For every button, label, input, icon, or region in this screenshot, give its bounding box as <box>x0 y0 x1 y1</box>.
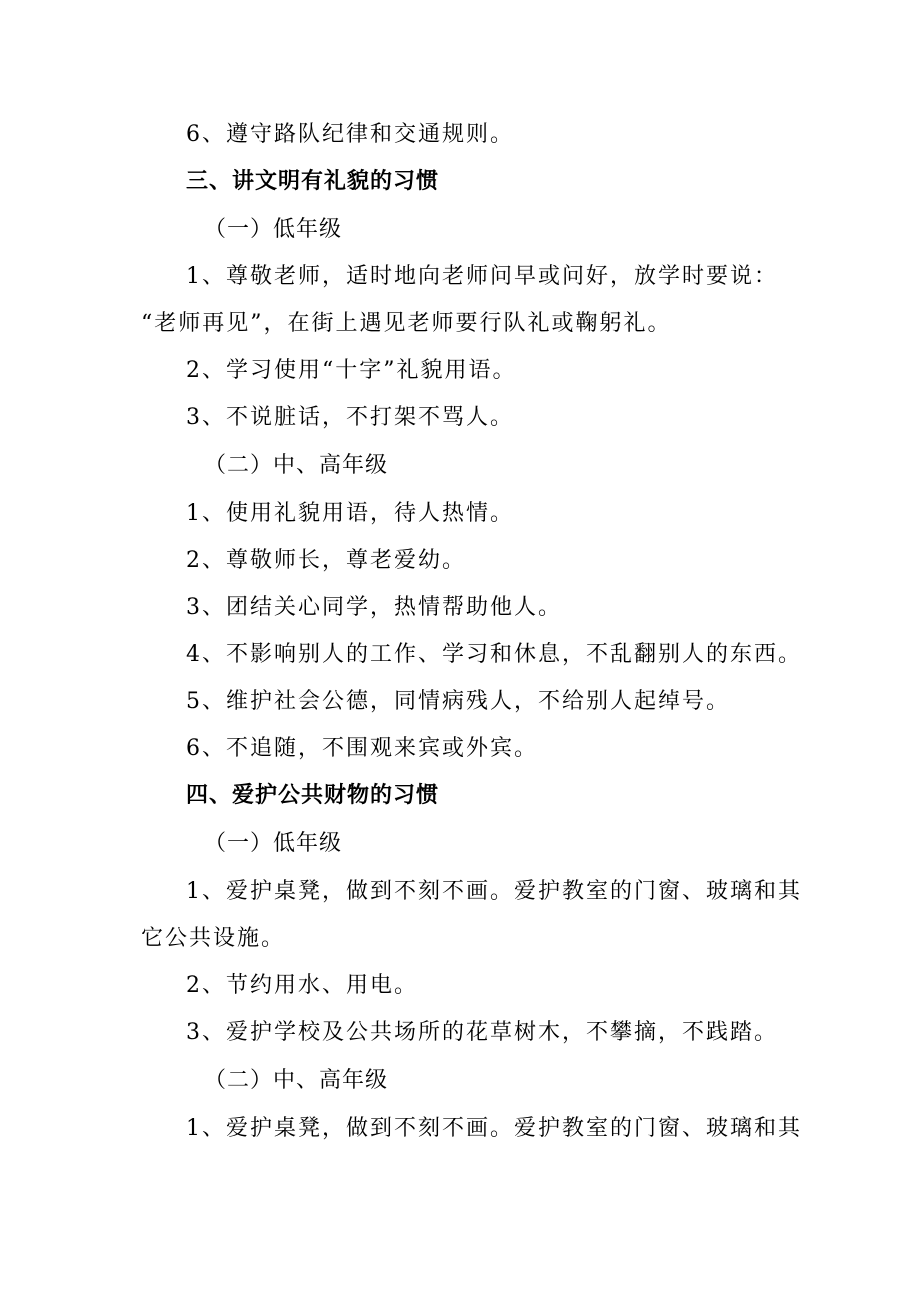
paragraph-line: 1、爱护桌凳，做到不刻不画。爱护教室的门窗、玻璃和其 <box>186 879 802 904</box>
subsection-heading: （二）中、高年级 <box>204 453 389 478</box>
paragraph-line: 5、维护社会公德，同情病残人，不给别人起绰号。 <box>186 689 730 714</box>
paragraph-line: 2、学习使用“十字”礼貌用语。 <box>186 358 517 383</box>
paragraph-line: “老师再见”，在街上遇见老师要行队礼或鞠躬礼。 <box>141 311 672 336</box>
paragraph-line: 3、不说脏话，不打架不骂人。 <box>186 405 514 430</box>
paragraph-line: 3、爱护学校及公共场所的花草树木，不攀摘，不践踏。 <box>186 1020 778 1045</box>
paragraph-line: 它公共设施。 <box>141 926 286 951</box>
subsection-heading: （二）中、高年级 <box>204 1068 389 1093</box>
paragraph-line: 1、尊敬老师，适时地向老师问早或问好，放学时要说： <box>186 264 778 289</box>
section-heading: 四、爱护公共财物的习惯 <box>186 783 440 808</box>
paragraph-line: 2、节约用水、用电。 <box>186 973 418 998</box>
section-heading: 三、讲文明有礼貌的习惯 <box>186 169 440 194</box>
paragraph-line: 6、遵守路队纪律和交通规则。 <box>186 122 514 147</box>
subsection-heading: （一）低年级 <box>204 217 343 242</box>
paragraph-line: 6、不追随，不围观来宾或外宾。 <box>186 736 538 761</box>
paragraph-line: 2、尊敬师长，尊老爱幼。 <box>186 548 466 573</box>
paragraph-line: 3、团结关心同学，热情帮助他人。 <box>186 595 562 620</box>
subsection-heading: （一）低年级 <box>204 831 343 856</box>
paragraph-line: 4、不影响别人的工作、学习和休息，不乱翻别人的东西。 <box>186 642 802 667</box>
paragraph-line: 1、爱护桌凳，做到不刻不画。爱护教室的门窗、玻璃和其 <box>186 1116 802 1141</box>
paragraph-line: 1、使用礼貌用语，待人热情。 <box>186 501 514 526</box>
